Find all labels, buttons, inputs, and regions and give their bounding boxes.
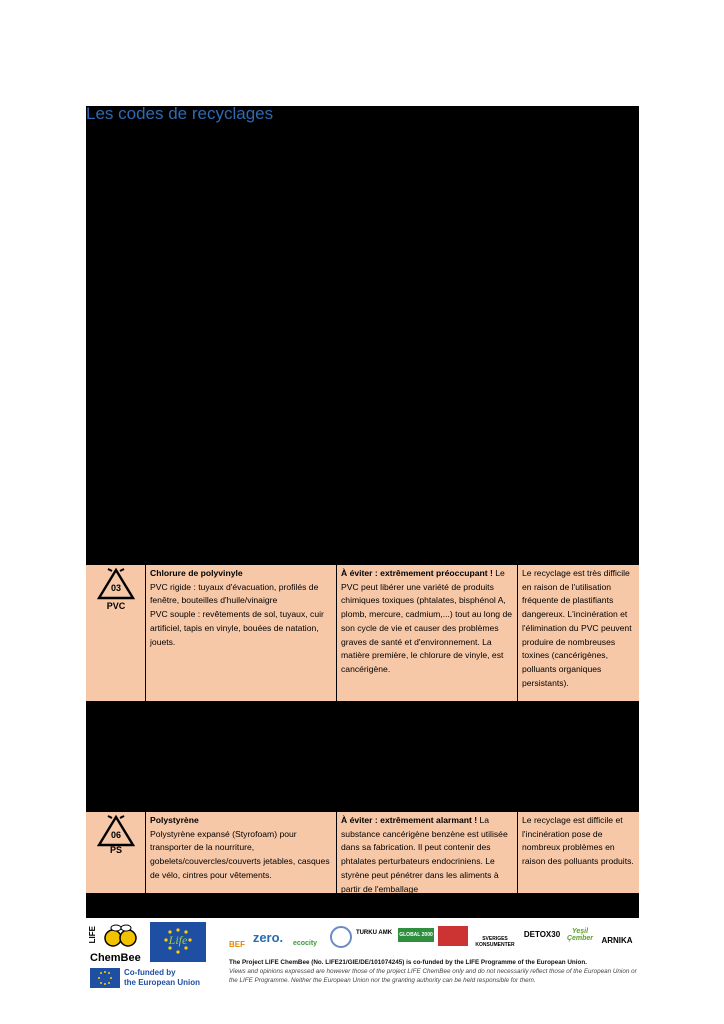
risk-cell: [337, 812, 517, 893]
partner-logo-global2000: GLOBAL 2000: [398, 928, 434, 942]
life-programme-logo: [150, 922, 206, 962]
chembee-label: ChemBee: [90, 952, 141, 964]
resin-code: 06: [110, 830, 121, 840]
risk-text: Le PVC peut libérer une variété de produits chimiques toxiques (phtalates, bisphénol A, plomb, mercure, cadmium,...) tout au long de son cycle de vie et causer des problèmes graves de santé et d'environnement. La matière première, le chlorure de vinyle, est cancérigène.: [341, 568, 512, 674]
material-name: Chlorure de polyvinyle: [150, 568, 243, 578]
redacted-block-top: [86, 106, 639, 565]
disclaimer-strong: The Project LIFE ChemBee (No. LIFE21/GIE/DE/101074245) is co-funded by the LIFE Programme of the European Union.: [229, 959, 587, 966]
table-row: [86, 812, 639, 893]
risk-cell: [337, 565, 517, 701]
partner-logo-bars: [438, 926, 468, 946]
disclaimer: [229, 958, 639, 985]
recycling-triangle-icon: [96, 814, 136, 854]
partner-logo-yesil-cember: Yeşil Çember: [566, 928, 594, 942]
partner-logo-zero: zero.: [252, 930, 284, 945]
chembee-logo: [86, 922, 146, 966]
table-row: [86, 565, 639, 701]
life-label: LIFE: [88, 926, 97, 944]
resin-abbr: PVC: [106, 601, 126, 611]
risk-label: À éviter : extrêmement alarmant !: [341, 815, 478, 825]
bee-icon: [104, 924, 138, 948]
resin-code: 03: [110, 583, 121, 593]
recycling-cell: Le recyclage est difficile et l'incinération pose de nombreux problèmes en raison des polluants produits.: [522, 815, 634, 867]
partner-logo-detox30: DETOX30: [523, 930, 561, 939]
redacted-block-bottom: [86, 893, 639, 918]
partner-logos: [226, 922, 636, 954]
partner-logo-arnika: ARNIKA: [601, 936, 633, 945]
disclaimer-italic: Views and opinions expressed are however those of the project LIFE ChemBee only and do not necessarily reflect those of the European Union or the LIFE Programme. Neither the European Union nor the granting authority can be held responsible for them.: [229, 968, 637, 984]
partner-logo-sveriges: SVERIGES KONSUMENTER: [475, 936, 515, 948]
material-uses: Polystyrène expansé (Styrofoam) pour transporter de la nourriture, gobelets/couvercles/couverts jetables, casques de vélo, cintres pour vêtements.: [150, 828, 330, 880]
material-cell: [146, 812, 336, 893]
material-uses: PVC rigide : tuyaux d'évacuation, profilés de fenêtre, bouteilles d'huile/vinaigre PVC souple : revêtements de sol, tuyaux, cuir artificiel, tapis en vinyle, bouées de natation, jouets.: [150, 581, 324, 647]
recycling-cell: Le recyclage est très difficile en raison de l'utilisation fréquente de plastifiants dangereux. L'incinération et l'élimination du PVC peuvent produire de nombreuses toxines (cancérigènes, polluants organiques persistants).: [522, 568, 632, 688]
resin-abbr: PS: [109, 845, 122, 855]
partner-logo-ecocity: ecocity: [292, 940, 318, 947]
partner-logo-turku: TURKU AMK: [355, 930, 393, 936]
eu-flag-icon: [90, 968, 120, 988]
material-cell: [146, 565, 336, 701]
partner-logo-bef: BEF: [229, 940, 245, 949]
page-title: Les codes de recyclages: [86, 104, 274, 123]
footer: [86, 918, 639, 992]
recycling-triangle-icon: [96, 567, 136, 611]
risk-label: À éviter : extrêmement préoccupant !: [341, 568, 493, 578]
redacted-block-middle: [86, 701, 639, 812]
eu-cofunded-label: Co-funded by the European Union: [124, 968, 200, 987]
risk-text: La substance cancérigène benzène est utilisée dans sa fabrication. Il peut contenir des phtalates perturbateurs endocriniens. Le styrène peut pénétrer dans les aliments à partir de l'emballage: [341, 815, 508, 893]
svg-text:Life: Life: [168, 933, 188, 947]
partner-logo-circle: [330, 926, 352, 948]
material-name: Polystyrène: [150, 815, 199, 825]
